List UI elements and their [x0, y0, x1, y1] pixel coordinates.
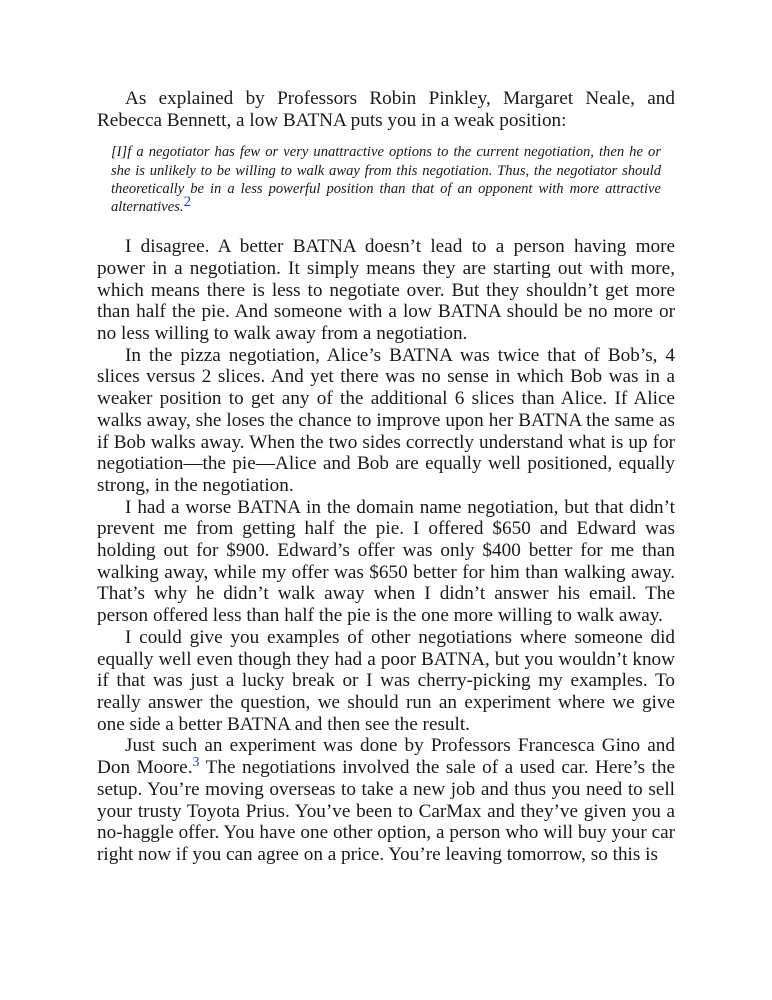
- footnote-link-3[interactable]: 3: [192, 755, 200, 771]
- paragraph-pizza: In the pizza negotiation, Alice’s BATNA was twice that of Bob’s, 4 slices versus 2 slices. And yet there was no sense in which Bob was in a weaker position to get any of the additional 6 slices than Alice. If Alice walks away, she loses the chance to improve upon her BATNA the same as if Bob walks away. When the two sides correctly understand what is up for negotiation—the pie—Alice and Bob are equally well positioned, equally strong, in the negotiation.: [97, 344, 675, 496]
- paragraph-disagree: I disagree. A better BATNA doesn’t lead to a person having more power in a negotiation. It simply means they are starting out with more, which means there is less to negotiate over. But they shouldn’t get more than half the pie. And someone with a low BATNA should be no more or no less willing to walk away from a negotiation.: [97, 236, 675, 345]
- paragraph-intro: As explained by Professors Robin Pinkley, Margaret Neale, and Rebecca Bennett, a low BATNA puts you in a weak position:: [97, 88, 675, 131]
- document-page: [97, 88, 675, 866]
- paragraph-experiment: [97, 735, 675, 865]
- paragraph-examples: I could give you examples of other negotiations where someone did equally well even though they had a poor BATNA, but you wouldn’t know if that was just a lucky break or I was cherry-picking my examples. To really answer the question, we should run an experiment where we give one side a better BATNA and then see the result.: [97, 626, 675, 735]
- block-quote-text: [I]f a negotiator has few or very unattractive options to the current negotiation, then he or she is unlikely to be willing to walk away from this negotiation. Thus, the negotiator should theoretically be in a less powerful position than that of an opponent with more attractive alternatives.: [111, 144, 661, 216]
- block-quote: [111, 143, 661, 216]
- paragraph-experiment-rest: The negotiations involved the sale of a used car. Here’s the setup. You’re moving overseas to take a new job and thus you need to sell your trusty Toyota Prius. You’ve been to CarMax and they’ve given you a no-haggle offer. You have one other option, a person who will buy your car right now if you can agree on a price. You’re leaving tomorrow, so this is: [97, 757, 675, 865]
- footnote-link-2[interactable]: 2: [183, 194, 192, 211]
- paragraph-experiment-start: Just such an experiment was done by Professors Francesca Gino and Don Moore.: [97, 735, 675, 779]
- paragraph-domain-name: I had a worse BATNA in the domain name negotiation, but that didn’t prevent me from getting half the pie. I offered $650 and Edward was holding out for $900. Edward’s offer was only $400 better for me than walking away, while my offer was $650 better for him than walking away. That’s why he didn’t walk away when I didn’t answer his email. The person offered less than half the pie is the one more willing to walk away.: [97, 496, 675, 627]
